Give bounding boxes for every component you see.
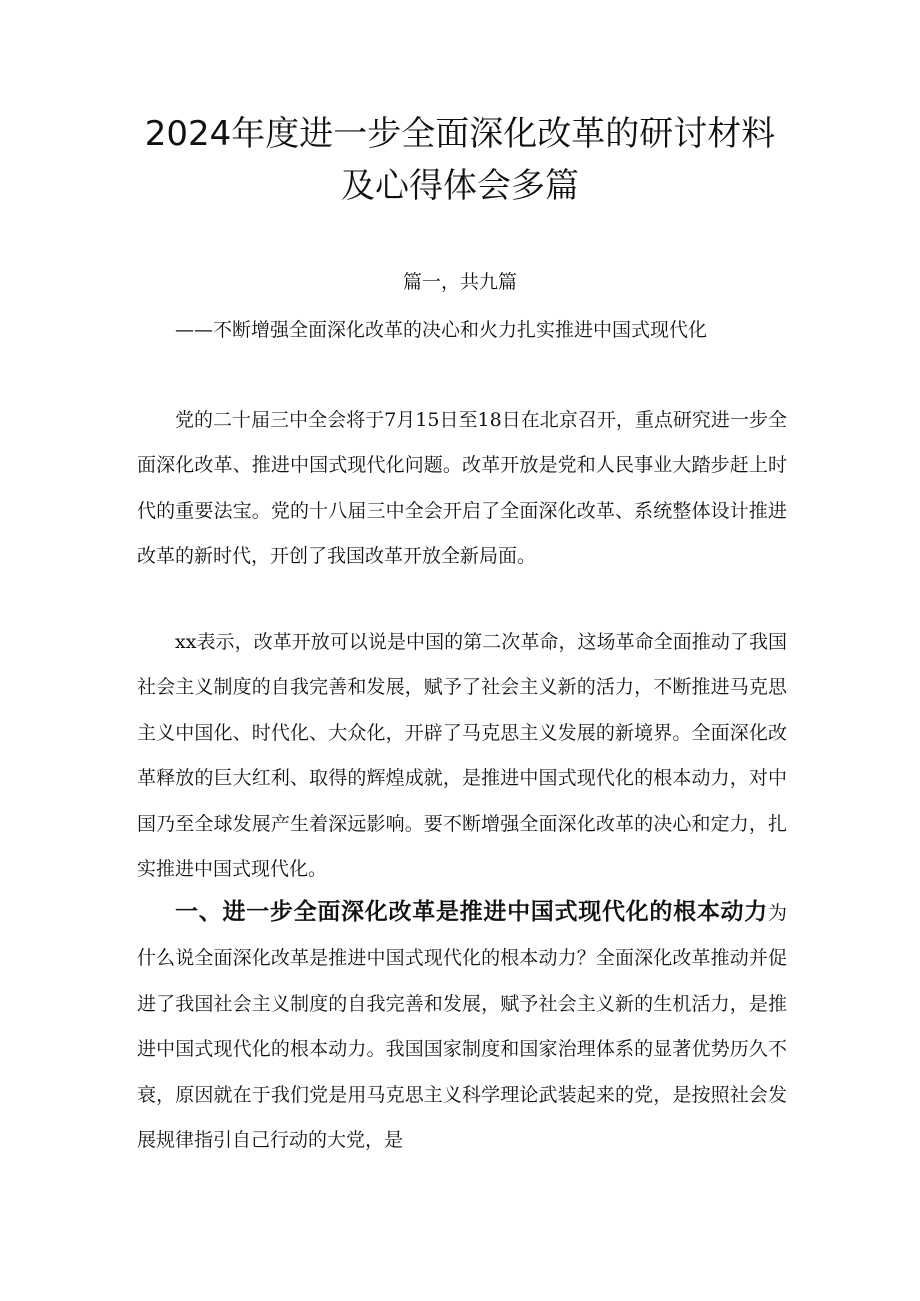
article-tagline: ——不断增强全面深化改革的决心和火力扎实推进中国式现代化 bbox=[175, 319, 708, 341]
paragraph-2: xx表示，改革开放可以说是中国的第二次革命，这场革命全面推动了我国社会主义制度的自我完善和发展，赋予了社会主义新的活力，不断推进马克思主义中国化、时代化、大众化，开辟了马克思主义发展的新境界。全面深化改革释放的巨大红利、取得的辉煌成就，是推进中国式现代化的根本动力，对中国乃至全球发展产生着深远影响。要不断增强全面深化改革的决心和定力，扎实推进中国式现代化。 bbox=[137, 631, 787, 881]
article-subheading: 篇一，共九篇 bbox=[402, 271, 517, 293]
section-1-heading: 一、进一步全面深化改革是推进中国式现代化的根本动力 bbox=[175, 899, 768, 925]
document-title-line-1: 2024年度进一步全面深化改革的研讨材料 bbox=[144, 114, 776, 154]
section-1-text: 为什么说全面深化改革是推进中国式现代化的根本动力？全面深化改革推动并促进了我国社会主义制度的自我完善和发展，赋予社会主义新的生机活力，是推进中国式现代化的根本动力。我国国家制度和国家治理体系的显著优势历久不衰，原因就在于我们党是用马克思主义科学理论武装起来的党，是按照社会发展规律指引自己行动的大党，是 bbox=[137, 902, 787, 1152]
document-title-line-2: 及心得体会多篇 bbox=[341, 166, 579, 206]
section-1 bbox=[137, 890, 787, 1163]
paragraph-1: 党的二十届三中全会将于7月15日至18日在北京召开，重点研究进一步全面深化改革、推进中国式现代化问题。改革开放是党和人民事业大踏步赶上时代的重要法宝。党的十八届三中全会开启了全面深化改革、系统整体设计推进改革的新时代，开创了我国改革开放全新局面。 bbox=[137, 409, 787, 568]
